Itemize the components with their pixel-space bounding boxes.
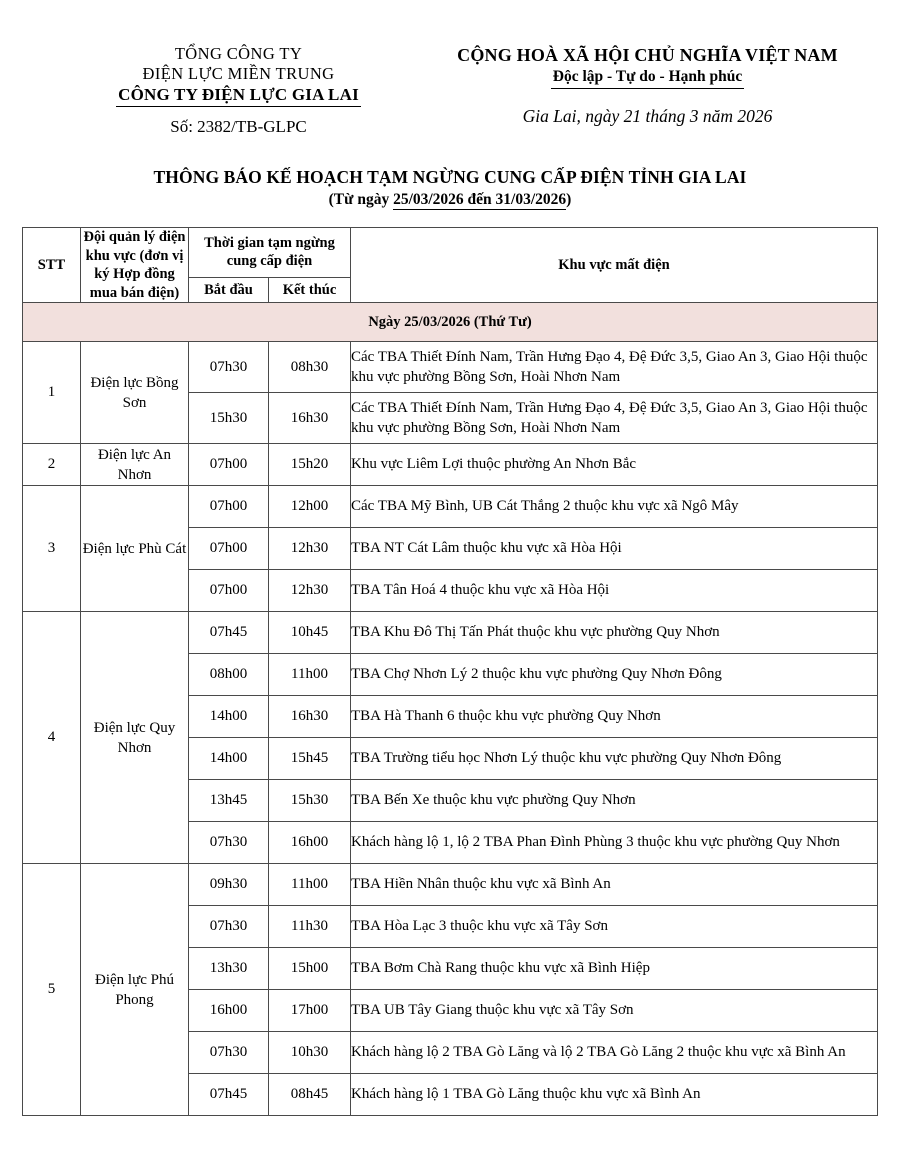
row-index-cell: 1	[23, 342, 81, 444]
outage-end-time: 16h30	[269, 393, 351, 444]
outage-start-time: 13h45	[189, 780, 269, 822]
management-unit-cell: Điện lực Phú Phong	[81, 864, 189, 1116]
schedule-table-wrapper	[22, 227, 878, 1116]
row-index-cell: 5	[23, 864, 81, 1116]
outage-start-time: 07h00	[189, 570, 269, 612]
outage-start-time: 07h30	[189, 906, 269, 948]
outage-area-description: TBA Hiền Nhân thuộc khu vực xã Bình An	[351, 864, 878, 906]
outage-start-time: 07h00	[189, 528, 269, 570]
outage-area-description: TBA Chợ Nhơn Lý 2 thuộc khu vực phường Quy Nhơn Đông	[351, 654, 878, 696]
outage-area-description: TBA Hòa Lạc 3 thuộc khu vực xã Tây Sơn	[351, 906, 878, 948]
org-name: CÔNG TY ĐIỆN LỰC GIA LAI	[116, 84, 361, 107]
outage-start-time: 07h00	[189, 444, 269, 486]
outage-end-time: 15h30	[269, 780, 351, 822]
national-title: CỘNG HOÀ XÃ HỘI CHỦ NGHĨA VIỆT NAM	[457, 45, 838, 65]
outage-start-time: 07h45	[189, 612, 269, 654]
outage-area-description: TBA Khu Đô Thị Tấn Phát thuộc khu vực phường Quy Nhơn	[351, 612, 878, 654]
outage-end-time: 11h30	[269, 906, 351, 948]
table-body	[23, 303, 878, 1116]
outage-end-time: 16h30	[269, 696, 351, 738]
column-header-time-group: Thời gian tạm ngừng cung cấp điện	[189, 228, 351, 278]
outage-end-time: 10h30	[269, 1032, 351, 1074]
outage-area-description: TBA NT Cát Lâm thuộc khu vực xã Hòa Hội	[351, 528, 878, 570]
table-header-row-1	[23, 228, 878, 278]
outage-end-time: 08h30	[269, 342, 351, 393]
outage-area-description: TBA Hà Thanh 6 thuộc khu vực phường Quy Nhơn	[351, 696, 878, 738]
document-number: Số: 2382/TB-GLPC	[170, 117, 307, 136]
document-masthead	[0, 0, 900, 138]
management-unit-cell: Điện lực Phù Cát	[81, 486, 189, 612]
outage-start-time: 08h00	[189, 654, 269, 696]
day-banner-row	[23, 303, 878, 342]
management-unit-cell: Điện lực An Nhơn	[81, 444, 189, 486]
outage-start-time: 16h00	[189, 990, 269, 1032]
outage-end-time: 12h30	[269, 570, 351, 612]
issuing-organization-block	[28, 44, 423, 138]
table-row	[23, 864, 878, 906]
outage-start-time: 13h30	[189, 948, 269, 990]
outage-end-time: 11h00	[269, 654, 351, 696]
national-heading-block	[423, 44, 872, 127]
day-banner-label: Ngày 25/03/2026 (Thứ Tư)	[23, 303, 878, 342]
outage-start-time: 14h00	[189, 738, 269, 780]
outage-end-time: 16h00	[269, 822, 351, 864]
outage-area-description: TBA UB Tây Giang thuộc khu vực xã Tây Sơn	[351, 990, 878, 1032]
outage-end-time: 12h30	[269, 528, 351, 570]
outage-area-description: TBA Tân Hoá 4 thuộc khu vực xã Hòa Hội	[351, 570, 878, 612]
outage-end-time: 15h20	[269, 444, 351, 486]
row-index-cell: 3	[23, 486, 81, 612]
outage-end-time: 08h45	[269, 1074, 351, 1116]
outage-end-time: 11h00	[269, 864, 351, 906]
table-row	[23, 444, 878, 486]
outage-area-description: Các TBA Thiết Đính Nam, Trần Hưng Đạo 4, Đệ Đức 3,5, Giao An 3, Giao Hội thuộc khu vực phường Bồng Sơn, Hoài Nhơn Nam	[351, 393, 878, 444]
row-index-cell: 4	[23, 612, 81, 864]
table-header	[23, 228, 878, 303]
outage-area-description: Khách hàng lộ 2 TBA Gò Lăng và lộ 2 TBA Gò Lăng 2 thuộc khu vực xã Bình An	[351, 1032, 878, 1074]
outage-start-time: 14h00	[189, 696, 269, 738]
outage-start-time: 09h30	[189, 864, 269, 906]
outage-end-time: 10h45	[269, 612, 351, 654]
outage-schedule-table	[22, 227, 878, 1116]
outage-area-description: TBA Bến Xe thuộc khu vực phường Quy Nhơn	[351, 780, 878, 822]
table-row	[23, 486, 878, 528]
row-index-cell: 2	[23, 444, 81, 486]
outage-start-time: 07h30	[189, 1032, 269, 1074]
outage-area-description: Các TBA Mỹ Bình, UB Cát Thắng 2 thuộc khu vực xã Ngô Mây	[351, 486, 878, 528]
management-unit-cell: Điện lực Quy Nhơn	[81, 612, 189, 864]
column-header-area: Khu vực mất điện	[351, 228, 878, 303]
column-header-stt: STT	[23, 228, 81, 303]
outage-start-time: 07h30	[189, 342, 269, 393]
title-date-range	[0, 190, 900, 210]
column-header-end: Kết thúc	[269, 277, 351, 302]
column-header-start: Bắt đầu	[189, 277, 269, 302]
outage-end-time: 12h00	[269, 486, 351, 528]
outage-area-description: Khách hàng lộ 1, lộ 2 TBA Phan Đình Phùng 3 thuộc khu vực phường Quy Nhơn	[351, 822, 878, 864]
outage-end-time: 17h00	[269, 990, 351, 1032]
outage-start-time: 07h00	[189, 486, 269, 528]
date-range-suffix: )	[566, 191, 572, 208]
table-row	[23, 612, 878, 654]
management-unit-cell: Điện lực Bồng Sơn	[81, 342, 189, 444]
national-motto: Độc lập - Tự do - Hạnh phúc	[551, 67, 744, 89]
outage-area-description: Khu vực Liêm Lợi thuộc phường An Nhơn Bắc	[351, 444, 878, 486]
outage-area-description: Các TBA Thiết Đính Nam, Trần Hưng Đạo 4, Đệ Đức 3,5, Giao An 3, Giao Hội thuộc khu vực phường Bồng Sơn, Hoài Nhơn Nam	[351, 342, 878, 393]
title-block	[0, 166, 900, 210]
outage-area-description: TBA Bơm Chà Rang thuộc khu vực xã Bình Hiệp	[351, 948, 878, 990]
outage-end-time: 15h00	[269, 948, 351, 990]
outage-start-time: 07h45	[189, 1074, 269, 1116]
outage-start-time: 15h30	[189, 393, 269, 444]
org-parent-line1: TỔNG CÔNG TY	[174, 44, 303, 63]
outage-end-time: 15h45	[269, 738, 351, 780]
date-range-prefix: (Từ ngày	[328, 191, 394, 208]
column-header-unit: Đội quản lý điện khu vực (đơn vị ký Hợp đồng mua bán điện)	[81, 228, 189, 303]
outage-start-time: 07h30	[189, 822, 269, 864]
place-and-date: Gia Lai, ngày 21 tháng 3 năm 2026	[522, 106, 773, 126]
table-row	[23, 342, 878, 393]
outage-area-description: Khách hàng lộ 1 TBA Gò Lăng thuộc khu vực xã Bình An	[351, 1074, 878, 1116]
org-parent-line2: ĐIỆN LỰC MIỀN TRUNG	[142, 64, 335, 83]
page-title: THÔNG BÁO KẾ HOẠCH TẠM NGỪNG CUNG CẤP ĐIỆN TỈNH GIA LAI	[153, 167, 747, 187]
date-range-value: 25/03/2026 đến 31/03/2026	[393, 191, 567, 208]
outage-area-description: TBA Trường tiểu học Nhơn Lý thuộc khu vực phường Quy Nhơn Đông	[351, 738, 878, 780]
